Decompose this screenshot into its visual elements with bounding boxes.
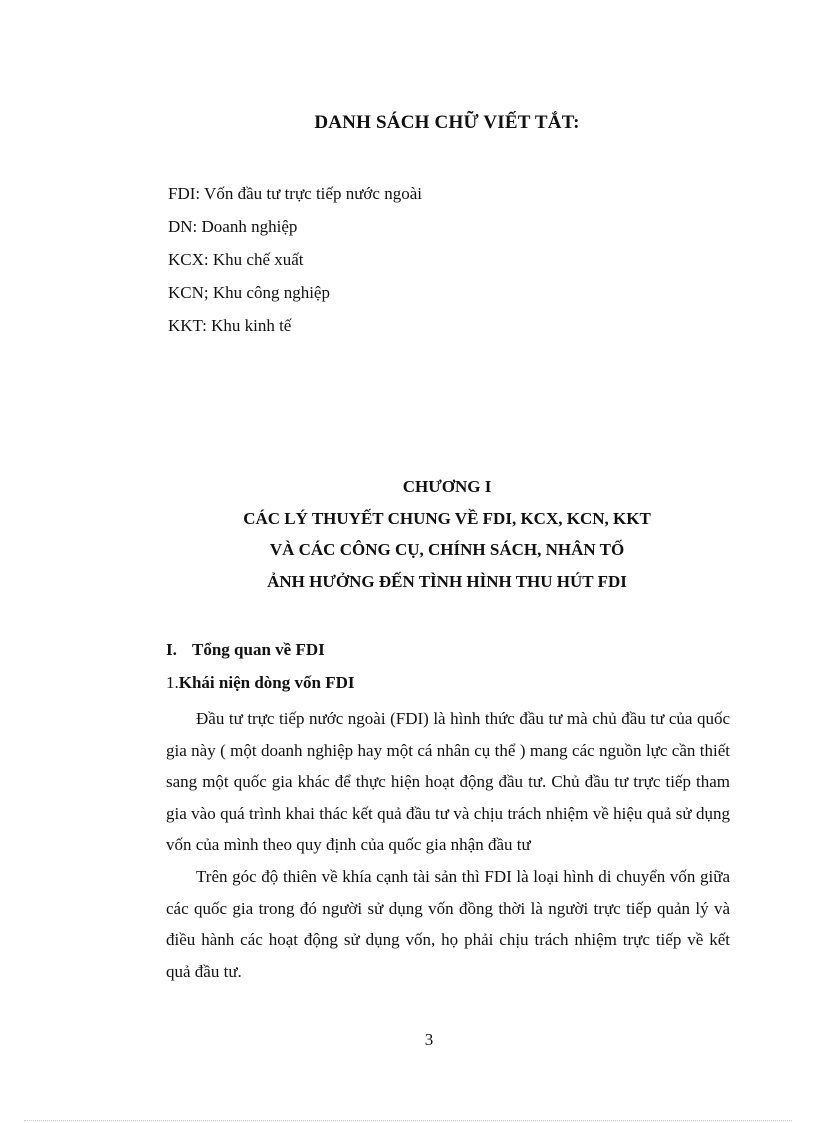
chapter-label: CHƯƠNG I (402, 477, 492, 496)
paragraph-text: Đầu tư trực tiếp nước ngoài (FDI) là hình thức đầu tư mà chủ đầu tư của quốc gia này ( một doanh nghiệp hay một cá nhân cụ thể ) mang các nguồn lực cần thiết sang một quốc gia khác để thực hiện hoạt động đầu tư. Chủ đầu tư trực tiếp tham gia vào quá trình khai thác kết quả đầu tư và chịu trách nhiệm về hiệu quả sử dụng vốn của mình theo quy định của quốc gia nhận đầu tư (166, 709, 730, 855)
section-heading (166, 640, 325, 660)
chapter-heading (0, 471, 816, 597)
abbreviation-item: KCX: Khu chế xuất (168, 250, 304, 269)
abbreviation-item: FDI: Vốn đầu tư trực tiếp nước ngoài (168, 184, 422, 203)
body-text (166, 703, 730, 987)
subsection-heading (166, 673, 354, 693)
section-number: I. (166, 640, 177, 659)
paragraph (166, 703, 730, 861)
abbreviations-list (168, 180, 422, 345)
section-title: Tổng quan về FDI (192, 640, 325, 659)
chapter-title-line: ẢNH HƯỞNG ĐẾN TÌNH HÌNH THU HÚT FDI (267, 571, 627, 591)
subsection-title: Khái niện dòng vốn FDI (178, 673, 355, 692)
chapter-title-line: VÀ CÁC CÔNG CỤ, CHÍNH SÁCH, NHÂN TỐ (269, 540, 625, 559)
paragraph (166, 861, 730, 987)
page-bottom-rule (24, 1120, 792, 1121)
abbreviation-item: DN: Doanh nghiệp (168, 217, 298, 236)
chapter-title-line: CÁC LÝ THUYẾT CHUNG VỀ FDI, KCX, KCN, KKT (243, 508, 651, 528)
abbreviation-item: KCN; Khu công nghiệp (168, 283, 330, 302)
page-number: 3 (424, 1030, 434, 1049)
abbreviations-title: DANH SÁCH CHỮ VIẾT TẮT: (314, 112, 580, 133)
abbreviation-item: KKT: Khu kinh tế (168, 316, 292, 335)
subsection-number: 1. (166, 673, 179, 692)
paragraph-text: Trên góc độ thiên về khía cạnh tài sản thì FDI là loại hình di chuyển vốn giữa các quốc gia trong đó người sử dụng vốn đồng thời là người trực tiếp quản lý và điều hành các hoạt động sử dụng vốn, họ phải chịu trách nhiệm trực tiếp về kết quả đầu tư. (166, 866, 730, 981)
